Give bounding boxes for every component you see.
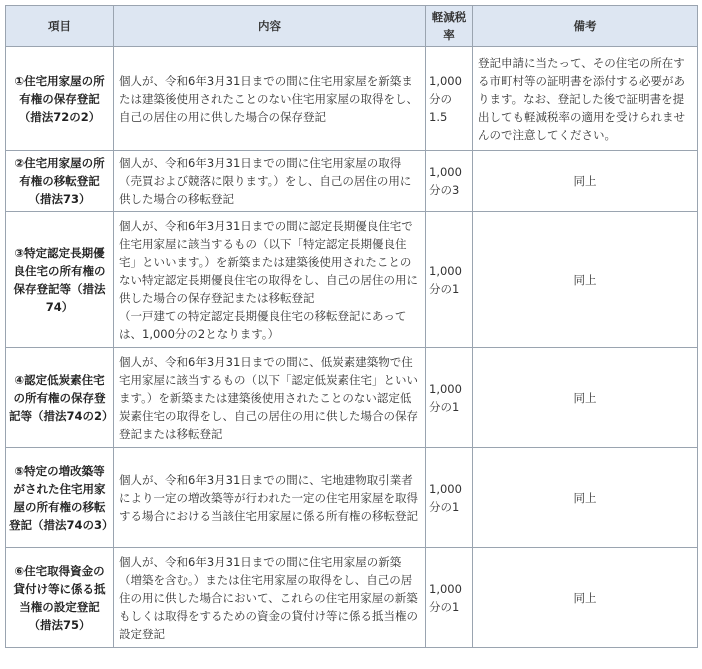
row-note: 同上 — [473, 548, 698, 648]
table-row — [6, 151, 698, 212]
row-note: 同上 — [473, 212, 698, 348]
row-item-label: 特定の増改築等がされた住宅用家屋の所有権の移転登記（措法74の3） — [9, 463, 114, 532]
row-content: 個人が、令和6年3月31日までの間に、宅地建物取引業者により一定の増改築等が行われた一定の住宅用家屋を取得する場合における当該住宅用家屋に係る所有権の移転登記 — [114, 448, 426, 548]
table-row — [6, 548, 698, 648]
row-rate: 1,000分の1.5 — [426, 47, 473, 151]
row-note: 同上 — [473, 151, 698, 212]
row-item-label: 特定認定長期優良住宅の所有権の保存登記等（措法74） — [13, 245, 106, 314]
row-content-extra: （一戸建ての特定認定長期優良住宅の移転登記にあっては、1,000分の2となります。） — [119, 308, 407, 341]
row-rate: 1,000分の1 — [426, 548, 473, 648]
row-rate: 1,000分の3 — [426, 151, 473, 212]
row-item-label: 住宅取得資金の貸付け等に係る抵当権の設定登記（措法75） — [13, 563, 106, 632]
row-content-main: 個人が、令和6年3月31日までの間に認定長期優良住宅で住宅用家屋に該当するもの（以下「特定認定長期優良住宅」といいます。）を新築または建築後使用されたことのない特定認定長期優良住宅の取得をし、自己の居住の用に供した場合の保存登記または移転登記 — [119, 218, 418, 305]
row-content: 個人が、令和6年3月31日までの間に住宅用家屋を新築または建築後使用されたことのない住宅用家屋の取得をし、自己の居住の用に供した場合の保存登記 — [114, 47, 426, 151]
table-row — [6, 47, 698, 151]
row-number: ⑥ — [14, 563, 25, 578]
header-rate: 軽減税率 — [426, 6, 473, 47]
row-item — [6, 47, 114, 151]
row-rate: 1,000分の1 — [426, 212, 473, 348]
row-content: 個人が、令和6年3月31日までの間に、低炭素建築物で住宅用家屋に該当するもの（以下「認定低炭素住宅」といいます。）を新築または建築後使用されたことのない認定低炭素住宅の取得をし、自己の居住の用に供した場合の保存登記または移転登記 — [114, 348, 426, 448]
row-item — [6, 548, 114, 648]
row-item — [6, 212, 114, 348]
row-number: ① — [14, 73, 25, 88]
row-item-label: 住宅用家屋の所有権の移転登記（措法73） — [19, 156, 105, 206]
row-item-label: 住宅用家屋の所有権の保存登記（措法72の2） — [18, 73, 105, 124]
row-content: 個人が、令和6年3月31日までの間に住宅用家屋の新築（増築を含む。）または住宅用家屋の取得をし、自己の居住の用に供した場合において、これらの住宅用家屋の新築もしくは取得をするための資金の貸付け等に係る抵当権の設定登記 — [114, 548, 426, 648]
row-rate: 1,000分の1 — [426, 448, 473, 548]
header-item: 項目 — [6, 6, 114, 47]
row-note: 登記申請に当たって、その住宅の所在する市町村等の証明書を添付する必要があります。なお、登記した後で証明書を提出しても軽減税率の適用を受けられませんので注意してください。 — [473, 47, 698, 151]
table-row — [6, 212, 698, 348]
row-item-label: 認定低炭素住宅の所有権の保存登記等（措法74の2） — [9, 372, 114, 423]
row-item — [6, 151, 114, 212]
header-content: 内容 — [114, 6, 426, 47]
table-row — [6, 448, 698, 548]
row-note: 同上 — [473, 448, 698, 548]
row-number: ④ — [14, 372, 25, 387]
table-header-row — [6, 6, 698, 47]
tax-rate-table — [5, 5, 698, 648]
row-content — [114, 212, 426, 348]
row-item — [6, 348, 114, 448]
header-note: 備考 — [473, 6, 698, 47]
row-rate: 1,000分の1 — [426, 348, 473, 448]
row-number: ② — [14, 156, 25, 170]
row-number: ③ — [14, 245, 25, 260]
row-item — [6, 448, 114, 548]
row-content: 個人が、令和6年3月31日までの間に住宅用家屋の取得（売買および競落に限ります。）をし、自己の居住の用に供した場合の移転登記 — [114, 151, 426, 212]
row-number: ⑤ — [14, 463, 25, 478]
table-row — [6, 348, 698, 448]
row-note: 同上 — [473, 348, 698, 448]
